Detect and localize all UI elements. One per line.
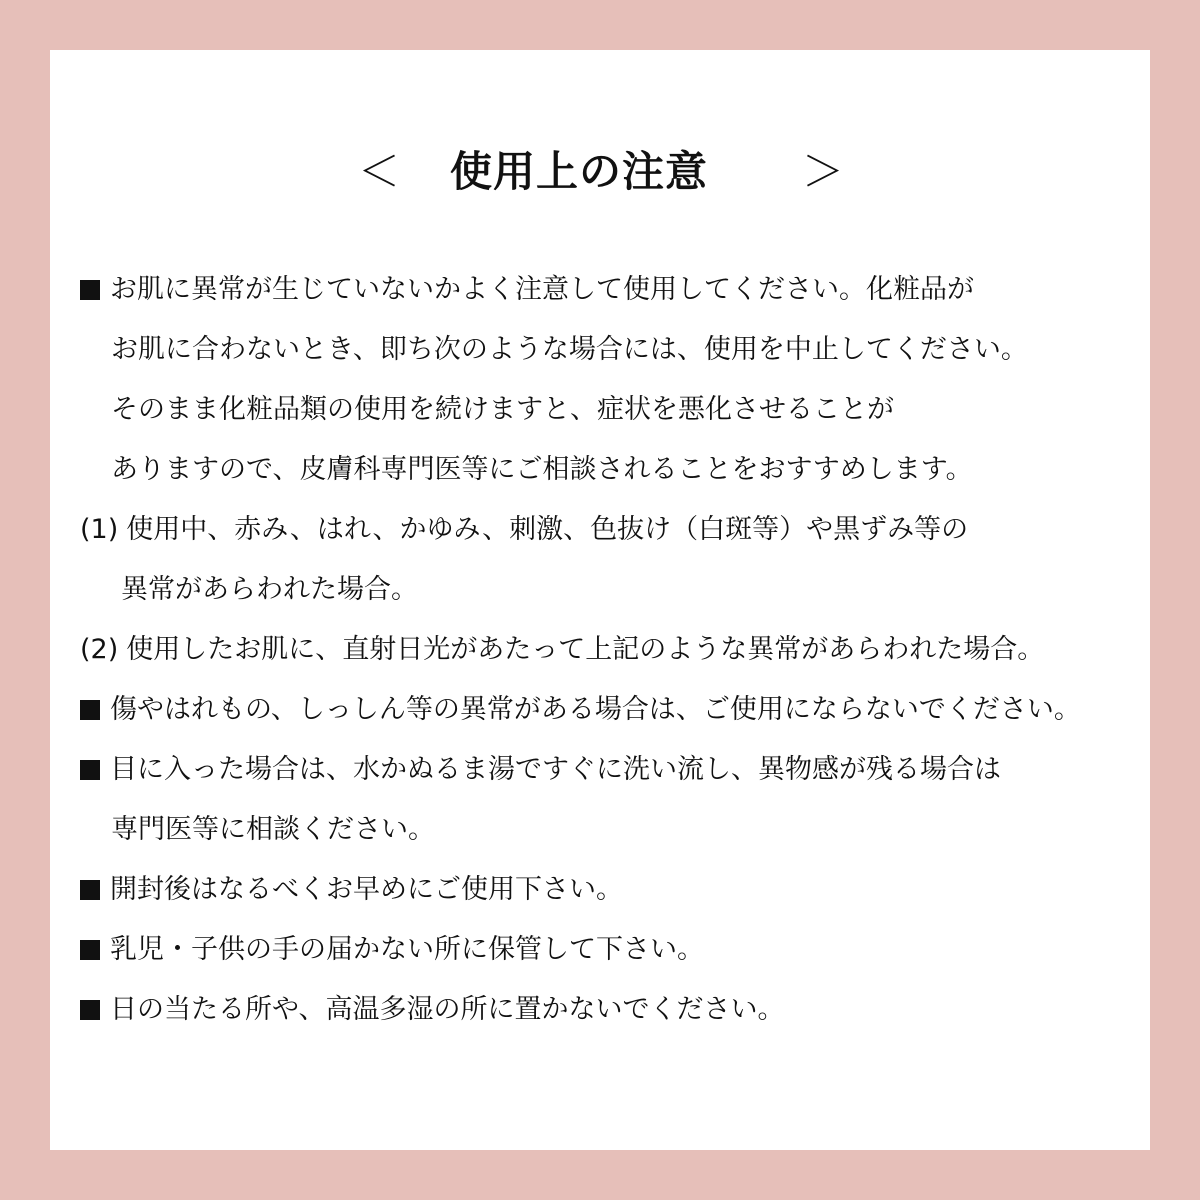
notice-item-1-line-1: [80, 270, 974, 310]
notice-item-3-line-1: [80, 750, 1001, 790]
sub-item-number: (1): [80, 514, 119, 545]
square-bullet-icon: [80, 280, 100, 300]
notice-item-4: [80, 870, 623, 910]
notice-item-6: [80, 990, 784, 1030]
title-text: 使用上の注意: [450, 147, 709, 196]
notice-text: 日の当たる所や、高温多湿の所に置かないでください。: [110, 994, 785, 1025]
sub-item-number: (2): [80, 634, 119, 665]
notice-text: お肌に合わないとき、即ち次のような場合には、使用を中止してください。: [111, 334, 1028, 365]
title-left-bracket: ＜: [358, 147, 401, 196]
title-right-bracket: ＞: [802, 147, 845, 196]
notice-item-5: [80, 930, 704, 970]
sub-item-1-line-2: [121, 570, 418, 610]
notice-text: 異常があらわれた場合。: [121, 574, 418, 605]
page-title: [0, 140, 1200, 204]
notice-text: 使用中、赤み、はれ、かゆみ、刺激、色抜け（白斑等）や黒ずみ等の: [126, 514, 969, 545]
sub-item-2: [80, 630, 1044, 670]
notice-item-3-line-2: [111, 810, 435, 850]
square-bullet-icon: [80, 1000, 100, 1020]
notice-text: お肌に異常が生じていないかよく注意して使用してください。化粧品が: [110, 274, 974, 305]
notice-text: 目に入った場合は、水かぬるま湯ですぐに洗い流し、異物感が残る場合は: [110, 754, 1001, 785]
notice-item-1-line-2: [111, 330, 1028, 370]
notice-text: そのまま化粧品類の使用を続けますと、症状を悪化させることが: [111, 394, 894, 425]
notice-text: 傷やはれもの、しっしん等の異常がある場合は、ご使用にならないでください。: [110, 694, 1081, 725]
square-bullet-icon: [80, 700, 100, 720]
notice-text: 専門医等に相談ください。: [111, 814, 435, 845]
notice-item-1-line-4: [111, 450, 973, 490]
notice-item-1-line-3: [111, 390, 894, 430]
notice-item-2: [80, 690, 1081, 730]
notice-text: 乳児・子供の手の届かない所に保管して下さい。: [110, 934, 704, 965]
sub-item-1-line-1: [80, 510, 968, 550]
square-bullet-icon: [80, 940, 100, 960]
square-bullet-icon: [80, 880, 100, 900]
square-bullet-icon: [80, 760, 100, 780]
notice-text: ありますので、皮膚科専門医等にご相談されることをおすすめします。: [111, 454, 973, 485]
notice-text: 開封後はなるべくお早めにご使用下さい。: [110, 874, 623, 905]
notice-text: 使用したお肌に、直射日光があたって上記のような異常があらわれた場合。: [126, 634, 1045, 665]
